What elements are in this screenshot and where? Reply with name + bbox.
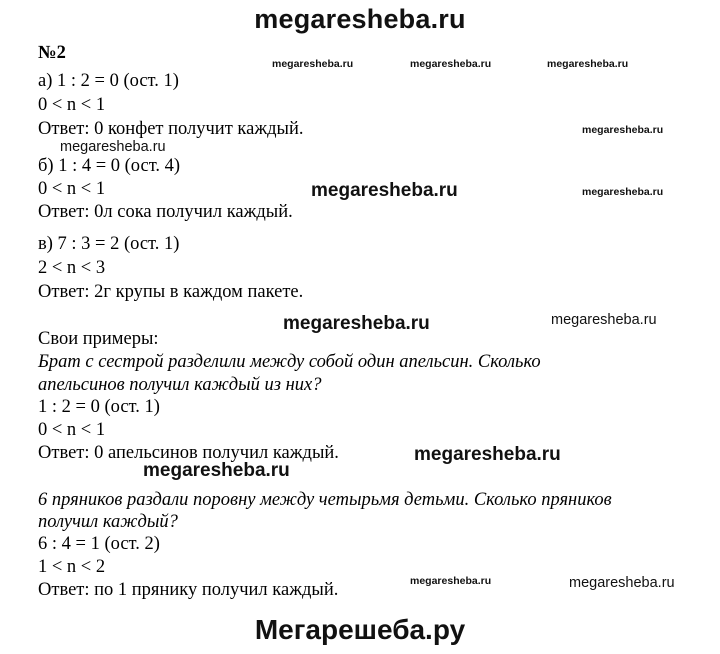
watermark: megaresheba.ru [410,58,492,70]
example-2-answer: Ответ: по 1 прянику получил каждый. [38,580,339,600]
task-number: №2 [38,43,66,63]
example-1-problem-line-2: апельсинов получил каждый из них? [38,375,322,395]
example-2-problem-line-1: 6 пряников раздали поровну между четырьмя детьми. Сколько пряников [38,490,612,510]
own-examples-title: Свои примеры: [38,329,159,349]
watermark: megaresheba.ru [582,186,664,198]
watermark: megaresheba.ru [551,312,657,328]
part-a-equation: а) 1 : 2 = 0 (ост. 1) [38,71,179,91]
watermark: megaresheba.ru [547,58,629,70]
part-a-inequality: 0 < n < 1 [38,95,106,115]
example-2-problem-line-2: получил каждый? [38,512,178,532]
watermark: megaresheba.ru [414,444,561,465]
example-1-equation: 1 : 2 = 0 (ост. 1) [38,397,160,417]
part-b-answer: Ответ: 0л сока получил каждый. [38,202,293,222]
example-1-answer: Ответ: 0 апельсинов получил каждый. [38,443,339,463]
part-b-equation: б) 1 : 4 = 0 (ост. 4) [38,156,181,176]
example-1-problem-line-1: Брат с сестрой разделили между собой один апельсин. Сколько [38,352,541,372]
watermark: megaresheba.ru [60,139,166,155]
footer-site-title: Мегарешеба.ру [254,614,466,645]
watermark: megaresheba.ru [311,180,458,201]
watermark: megaresheba.ru [272,58,354,70]
watermark: megaresheba.ru [582,124,664,136]
example-1-inequality: 0 < n < 1 [38,420,106,440]
header-site-title: megaresheba.ru [254,4,466,34]
part-c-inequality: 2 < n < 3 [38,258,106,278]
watermark: megaresheba.ru [143,460,290,481]
part-b-inequality: 0 < n < 1 [38,179,106,199]
watermark: megaresheba.ru [410,575,492,587]
watermark: megaresheba.ru [569,575,675,591]
example-2-inequality: 1 < n < 2 [38,557,106,577]
watermark: megaresheba.ru [283,313,430,334]
example-2-equation: 6 : 4 = 1 (ост. 2) [38,534,160,554]
part-c-answer: Ответ: 2г крупы в каждом пакете. [38,282,304,302]
part-c-equation: в) 7 : 3 = 2 (ост. 1) [38,234,180,254]
part-a-answer: Ответ: 0 конфет получит каждый. [38,119,304,139]
